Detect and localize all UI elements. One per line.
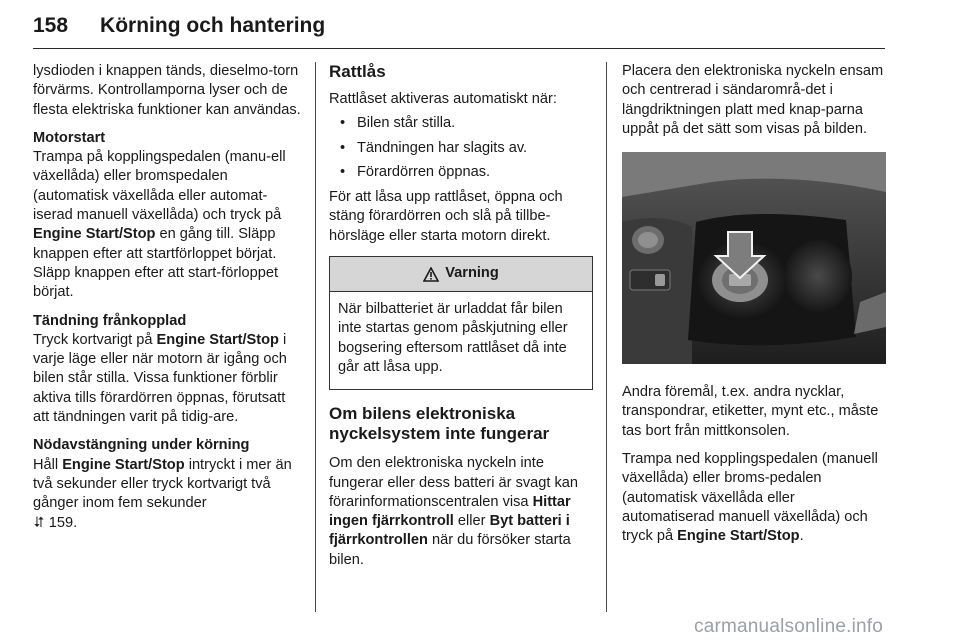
rattlas-intro: Rattlåset aktiveras automatiskt när: <box>329 91 557 107</box>
page-number: 158 <box>33 14 69 37</box>
title-line: Om bilens elektroniska <box>329 404 516 424</box>
column-1 <box>33 62 303 533</box>
text-run: Håll <box>33 456 63 473</box>
text-run: eller <box>453 513 490 530</box>
nodstangning-paragraph <box>33 456 303 533</box>
column-3 <box>622 62 888 547</box>
center-console-illustration <box>622 152 886 364</box>
control-name: Engine Start/Stop <box>156 331 279 348</box>
list-item: • Tändningen har slagits av. <box>329 139 593 158</box>
list-item: • Förardörren öppnas. <box>329 163 593 182</box>
tandning-paragraph <box>33 331 303 427</box>
text-run: Trampa på kopplingspedalen (manu-ell växellåda) eller bromspedalen (automatisk växellåda eller automat-iserad manuell växellåda) och tryck på <box>33 149 286 224</box>
title-line: nyckelsystem inte fungerar <box>329 424 550 444</box>
chapter-title: Körning och hantering <box>100 14 326 37</box>
display-message: Hittar ingen fjärrkontroll <box>329 493 571 530</box>
page-reference-link[interactable] <box>33 515 77 531</box>
text-run: Om den elektroniska nyckeln inte fungerar eller dess batteri är svagt kan förarinformationscentralen visa <box>329 455 579 510</box>
motorstart-paragraph <box>33 148 303 302</box>
section-title-rattlas: Rattlås <box>329 62 386 81</box>
column-2 <box>329 62 593 570</box>
section-title-motorstart: Motorstart <box>33 129 106 146</box>
condition-list <box>329 114 593 182</box>
intro-paragraph: lysdioden i knappen tänds, dieselmo-torn förvärms. Kontrollamporna lyser och de flesta elektriska funktioner kan användas. <box>33 63 301 118</box>
text-run: intryckt i mer än två sekunder eller tryck kortvarigt två gånger inom fem sekunder <box>33 456 292 512</box>
press-start-paragraph <box>622 450 888 546</box>
section-title-nodstangning: Nödavstängning under körning <box>33 437 250 454</box>
warning-header <box>330 257 592 292</box>
display-message: Byt batteri i fjärrkontrollen <box>329 513 570 549</box>
key-placement-photo <box>622 152 886 364</box>
reference-arrow-icon: ⮃ <box>33 514 45 531</box>
page-header <box>33 14 885 49</box>
reference-page: 159. <box>48 514 78 531</box>
section-title-key-failure <box>329 404 593 444</box>
text-run: i varje läge eller när motorn är igång och bilen står stilla. Vissa funktioner förblir aktiva tills förardörren öppnas, förutsatt att tändningen varit på tidig-are. <box>33 331 287 426</box>
warning-title: Varning <box>445 265 499 282</box>
column-divider <box>315 62 316 612</box>
list-item: • Bilen står stilla. <box>329 114 593 133</box>
text-run: Tryck kortvarigt på <box>33 331 157 348</box>
section-title-tandning: Tändning frånkopplad <box>33 312 187 329</box>
warning-box <box>329 256 593 390</box>
rattlas-unlock-paragraph: För att låsa upp rattlåset, öppna och stäng förardörren och slå på tillbe-hörsläge eller starta motorn direkt. <box>329 189 563 244</box>
text-run: . <box>799 528 804 545</box>
control-name: Engine Start/Stop <box>33 226 156 243</box>
text-run: när du försöker starta bilen. <box>329 532 571 568</box>
control-name: Engine Start/Stop <box>677 528 800 545</box>
text-run: en gång till. Släpp knappen efter att startförloppet börjat. Släpp knappen efter att start-förloppet börjat. <box>33 226 279 301</box>
control-name: Engine Start/Stop <box>62 456 185 473</box>
watermark: carmanualsonline.info <box>694 616 884 637</box>
remove-items-paragraph: Andra föremål, t.ex. andra nycklar, transpondrar, etiketter, mynt etc., måste tas bort från mittkonsolen. <box>622 384 879 439</box>
place-key-paragraph: Placera den elektroniska nyckeln ensam och centrerad i sändarområ-det i längdriktningen platt med knap-parna uppåt på det sätt som visas på bilden. <box>622 63 884 137</box>
warning-triangle-icon <box>423 267 439 282</box>
text-run: Trampa ned kopplingspedalen (manuell växellåda) eller broms-pedalen (automatisk växellåda eller automatiserad manuell växellåda) och tryck på <box>622 451 878 545</box>
key-failure-paragraph <box>329 454 593 570</box>
column-divider <box>606 62 607 612</box>
warning-text: När bilbatteriet är urladdat får bilen inte startas genom påskjutning eller bogsering eftersom rattlåset då inte går att låsa upp. <box>338 301 568 375</box>
